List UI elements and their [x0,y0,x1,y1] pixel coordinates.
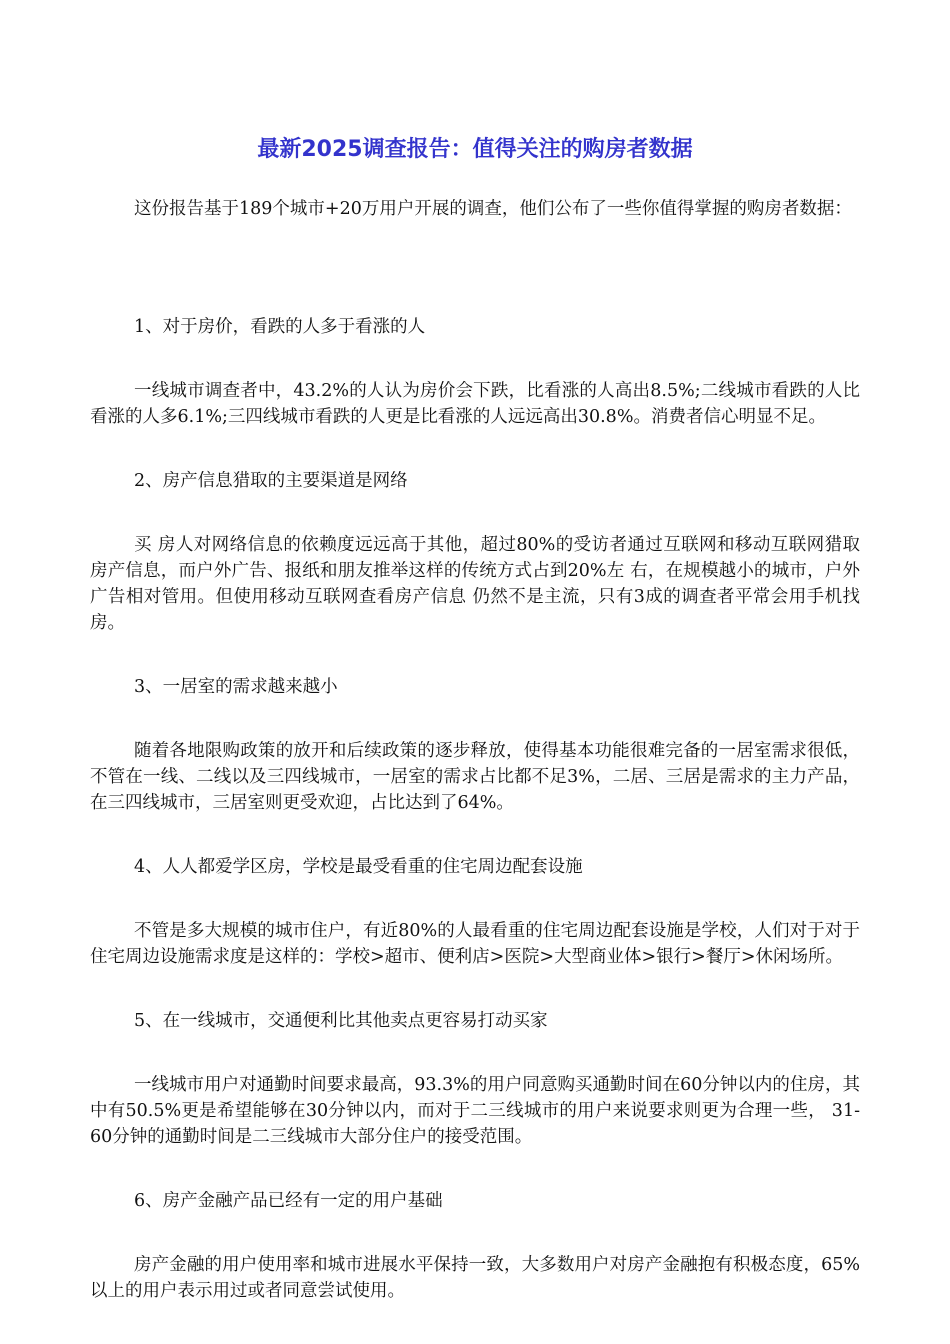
section-body-1: 一线城市调查者中，43.2%的人认为房价会下跌，比看涨的人高出8.5%;二线城市看跌的人比看涨的人多6.1%;三四线城市看跌的人更是比看涨的人远远高出30.8%。消费者信心明显不足。 [90,381,860,427]
section-heading-6: 6、房产金融产品已经有一定的用户基础 [134,1191,443,1211]
section-heading-5: 5、在一线城市，交通便利比其他卖点更容易打动买家 [134,1011,548,1031]
document-title: 最新2025调查报告：值得关注的购房者数据 [257,137,693,162]
intro-paragraph: 这份报告基于189个城市+20万用户开展的调查，他们公布了一些你值得掌握的购房者数据： [134,199,852,219]
section-heading-2: 2、房产信息猎取的主要渠道是网络 [134,471,408,491]
section-body-6: 房产金融的用户使用率和城市进展水平保持一致，大多数用户对房产金融抱有积极态度，65%以上的用户表示用过或者同意尝试使用。 [90,1255,860,1301]
section-heading-1: 1、对于房价，看跌的人多于看涨的人 [134,317,426,337]
section-heading-4: 4、人人都爱学区房，学校是最受看重的住宅周边配套设施 [134,857,583,877]
section-body-2: 买 房人对网络信息的依赖度远远高于其他，超过80%的受访者通过互联网和移动互联网猎取房产信息，而户外广告、报纸和朋友推举这样的传统方式占到20%左 右，在规模越小的城市，户外广告相对管用。但使用移动互联网查看房产信息 仍然不是主流，只有3成的调查者平常会用手机找房。 [90,535,860,633]
section-body-5: 一线城市用户对通勤时间要求最高，93.3%的用户同意购买通勤时间在60分钟以内的住房，其中有50.5%更是希望能够在30分钟以内，而对于二三线城市的用户来说要求则更为合理一些， 31-60分钟的通勤时间是二三线城市大部分住户的接受范围。 [90,1075,860,1147]
section-body-4: 不管是多大规模的城市住户，有近80%的人最看重的住宅周边配套设施是学校，人们对于对于住宅周边设施需求度是这样的：学校>超市、便利店>医院>大型商业体>银行>餐厅>休闲场所。 [90,921,860,967]
section-body-3: 随着各地限购政策的放开和后续政策的逐步释放，使得基本功能很难完备的一居室需求很低，不管在一线、二线以及三四线城市，一居室的需求占比都不足3%，二居、三居是需求的主力产品，在三四线城市，三居室则更受欢迎，占比达到了64%。 [90,741,860,813]
document-body [90,196,860,1342]
section-heading-3: 3、一居室的需求越来越小 [134,677,338,697]
